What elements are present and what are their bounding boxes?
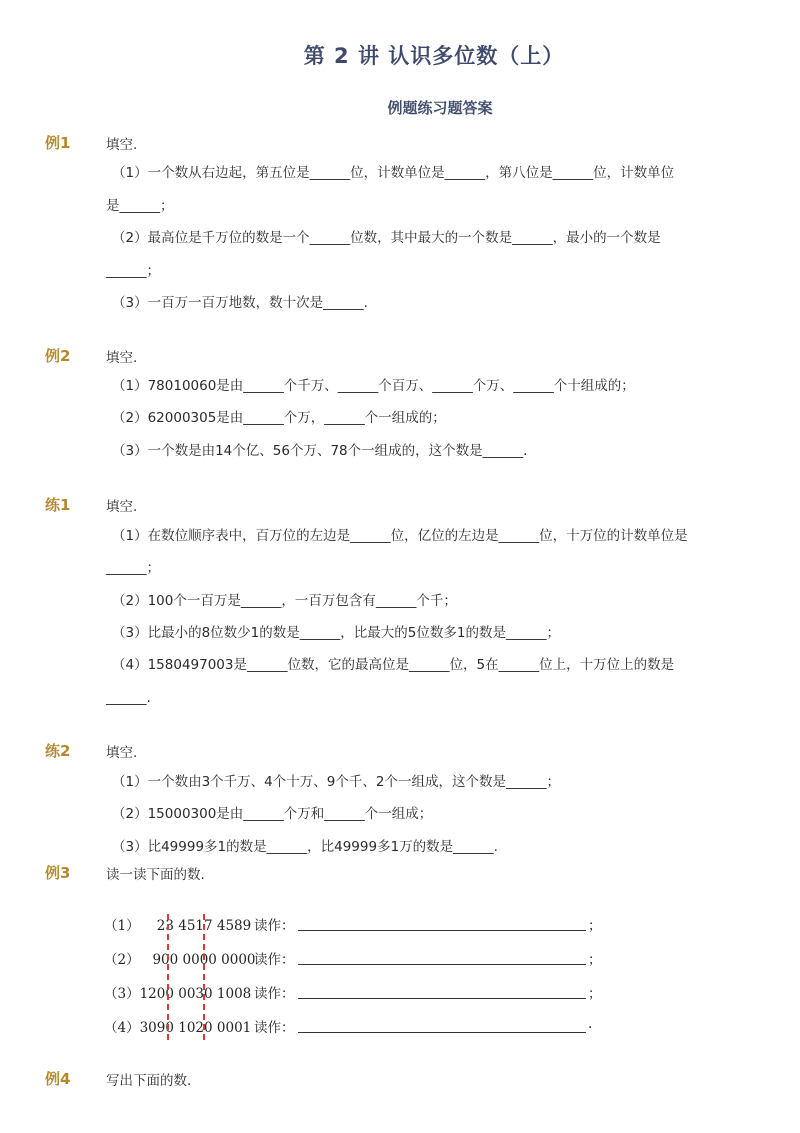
- example-4-label: 例4: [45, 1070, 71, 1088]
- number-to-read: （1） 23 4517 4589: [104, 918, 252, 934]
- question-line: （4）1580497003是______位数，它的最高位是______位，5在______位上，十万位上的数是: [112, 657, 675, 673]
- group-separator-dash-right: [203, 914, 205, 1040]
- answer-line[interactable]: [298, 964, 586, 965]
- example-1-label: 例1: [45, 134, 71, 152]
- page-title: 第 2 讲 认识多位数（上）: [303, 44, 565, 68]
- reading-row: [104, 1016, 604, 1036]
- question-line: （1）一个数由3个千万、4个十万、9个千、2个一组成，这个数是______；: [112, 774, 560, 790]
- question-line: （1）一个数从右边起，第五位是______位，计数单位是______，第八位是______位，计数单位: [112, 165, 675, 181]
- read-as-label: 读作：: [254, 918, 295, 934]
- punctuation: ；: [588, 952, 602, 968]
- read-as-label: 读作：: [254, 1020, 295, 1036]
- number-to-read: （3）1200 0030 1008: [104, 986, 252, 1002]
- number-to-read: （2） 900 0000 0000: [104, 952, 256, 968]
- example-2-instruction: 填空.: [106, 350, 138, 366]
- reading-row: [104, 914, 604, 934]
- question-line: （2）15000300是由______个万和______个一组成；: [112, 806, 433, 822]
- practice-2-instruction: 填空.: [106, 745, 138, 761]
- question-line: ______.: [106, 690, 151, 706]
- reading-row: [104, 948, 604, 968]
- number-to-read: （4）3090 1020 0001: [104, 1020, 252, 1036]
- example-2-label: 例2: [45, 347, 71, 365]
- question-line: （3）比49999多1的数是______，比49999多1万的数是______.: [112, 839, 498, 855]
- page-subtitle: 例题练习题答案: [387, 99, 493, 117]
- practice-2-label: 练2: [45, 742, 71, 760]
- reading-row: [104, 982, 604, 1002]
- question-line: （3）比最小的8位数少1的数是______，比最大的5位数多1的数是______；: [112, 625, 560, 641]
- group-separator-dash-left: [167, 914, 169, 1040]
- answer-line[interactable]: [298, 1032, 586, 1033]
- question-line: （3）一个数是由14个亿、56个万、78个一组成的，这个数是______.: [112, 443, 528, 459]
- practice-1-label: 练1: [45, 496, 71, 514]
- question-line: ______；: [106, 560, 160, 576]
- question-line: 是______；: [106, 198, 174, 214]
- question-line: （1）78010060是由______个千万、______个百万、______个万、______个十组成的；: [112, 378, 635, 394]
- punctuation: ；: [588, 986, 602, 1002]
- read-as-label: 读作：: [254, 952, 295, 968]
- question-line: （2）62000305是由______个万，______个一组成的；: [112, 410, 446, 426]
- example-1-instruction: 填空.: [106, 137, 138, 153]
- question-line: （2）最高位是千万位的数是一个______位数，其中最大的一个数是______，最小的一个数是: [112, 230, 661, 246]
- example-3-label: 例3: [45, 864, 71, 882]
- answer-line[interactable]: [298, 998, 586, 999]
- example-3-instruction: 读一读下面的数.: [106, 867, 205, 883]
- question-line: （1）在数位顺序表中，百万位的左边是______位，亿位的左边是______位，十万位的计数单位是: [112, 528, 688, 544]
- question-line: （3）一百万一百万地数，数十次是______.: [112, 295, 368, 311]
- punctuation: ；: [588, 918, 602, 934]
- read-as-label: 读作：: [254, 986, 295, 1002]
- question-line: （2）100个一百万是______，一百万包含有______个千；: [112, 593, 457, 609]
- punctuation: .: [588, 1016, 593, 1032]
- example-4-instruction: 写出下面的数.: [106, 1073, 192, 1089]
- practice-1-instruction: 填空.: [106, 499, 138, 515]
- answer-line[interactable]: [298, 930, 586, 931]
- question-line: ______；: [106, 263, 160, 279]
